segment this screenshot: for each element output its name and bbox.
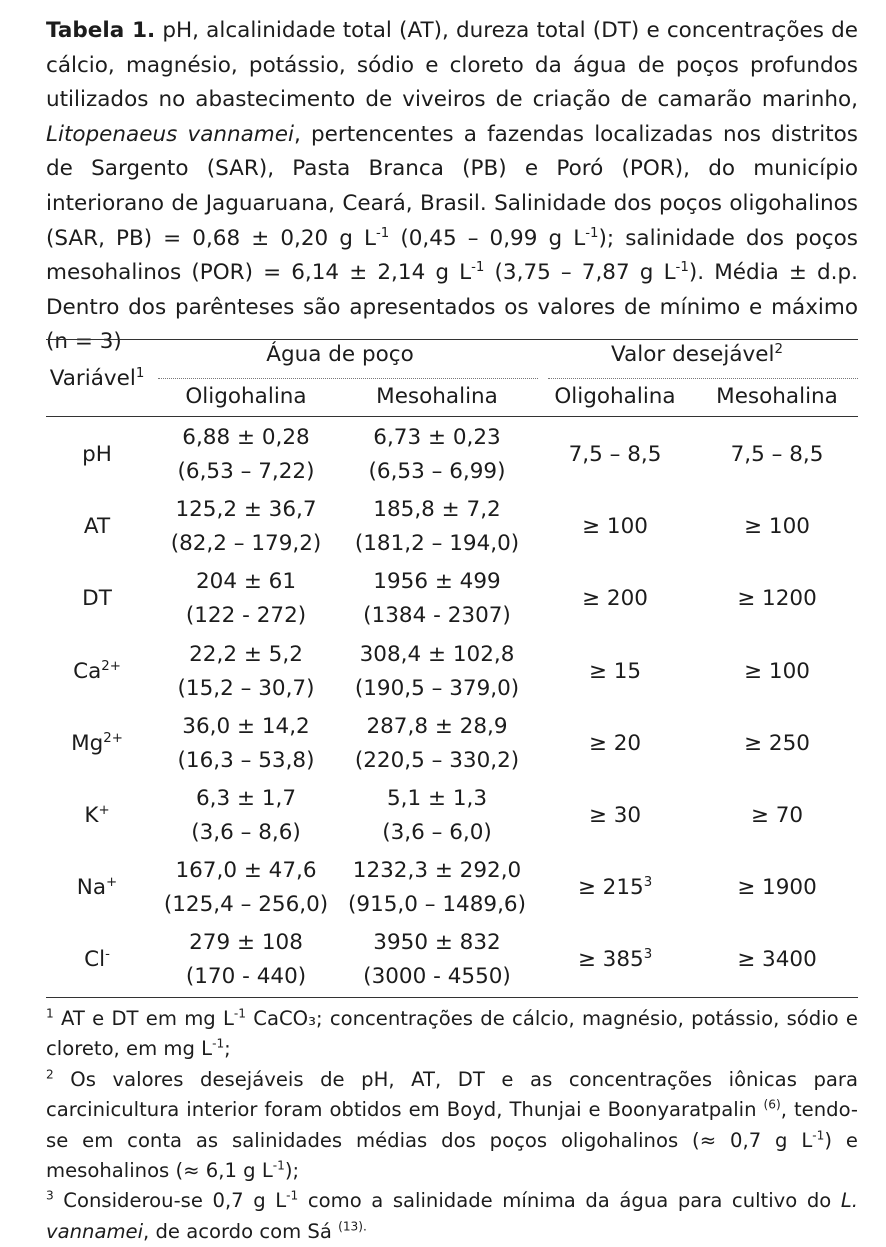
- cell-meso-mean-text: 6,73 ± 0,23: [373, 425, 501, 450]
- cell-oligo-range-text: (122 - 272): [185, 603, 307, 629]
- cell-desired-oligo: [578, 875, 652, 900]
- cell-desired-oligo: [578, 947, 652, 972]
- cell-desired-meso-text: ≥ 1200: [737, 586, 817, 612]
- cell-meso-mean: [353, 858, 521, 883]
- header-group-desired-text: Valor desejável: [611, 342, 775, 367]
- cell-oligo-mean-text: 6,3 ± 1,7: [195, 786, 297, 811]
- cell-oligo-mean: [182, 425, 309, 450]
- cell-meso-range-text: (3,6 – 6,0): [382, 820, 492, 845]
- table-bottom-rule: [46, 997, 858, 998]
- footnote-2-sup-2: -1: [272, 1158, 285, 1173]
- footnote-2-text-c: ) e mesohalinos (≈ 6,1 g L: [46, 1128, 858, 1183]
- caption-sup-4: -1: [675, 260, 689, 275]
- footnote-1-mark: 1: [46, 1006, 54, 1021]
- table-row-variable-sup: +: [98, 802, 110, 818]
- table-row-variable-text: DT: [82, 586, 112, 612]
- caption-label: Tabela 1.: [46, 18, 156, 43]
- cell-oligo-range: [186, 603, 306, 628]
- table-row-variable: [71, 731, 123, 756]
- cell-desired-oligo-text: ≥ 20: [588, 730, 642, 756]
- header-variable-text: Variável: [49, 366, 136, 391]
- table-row-variable-sup: +: [106, 875, 118, 891]
- cell-meso-mean-text: 1956 ± 499: [373, 569, 501, 595]
- cell-oligo-range-text: (15,2 – 30,7): [177, 675, 315, 701]
- cell-oligo-range-text: (3,6 – 8,6): [191, 820, 301, 845]
- header-variable: [50, 366, 145, 391]
- cell-meso-mean: [360, 642, 515, 667]
- cell-oligo-range-text: (125,4 – 256,0): [163, 892, 329, 918]
- caption-text-6: ). Média ± d.p. Dentro dos parênteses são apresentados os valores de mínimo e máximo (n = 3): [46, 260, 858, 355]
- caption-text-2: , pertencentes a fazendas localizadas nos distritos de Sargento (SAR), Pasta Branca (PB) e Poró (POR), do município interiorano de Jaguaruana, Ceará, Brasil. Salinidade dos poços oligohalinos (SAR, PB) = 0,68 ± 0,20 g L: [46, 121, 859, 251]
- table-row-variable-text: AT: [83, 514, 111, 540]
- cell-desired-oligo-text: 7,5 – 8,5: [568, 442, 662, 467]
- table-row-variable: [84, 803, 109, 828]
- cell-oligo-range-text: (6,53 – 7,22): [177, 459, 315, 484]
- cell-oligo-range-text: (170 - 440): [185, 964, 307, 990]
- table-row-variable: [77, 875, 117, 900]
- group-divider-water: [158, 378, 538, 379]
- cell-desired-oligo: [582, 586, 648, 611]
- table-row-variable: [84, 514, 110, 539]
- footnote-1-text-a: AT e DT em mg L: [53, 1007, 234, 1030]
- caption-sup-3: -1: [471, 260, 485, 275]
- cell-meso-range-text: (3000 - 4550): [363, 964, 511, 990]
- cell-oligo-range-text: (16,3 – 53,8): [177, 747, 315, 773]
- cell-desired-meso: [731, 442, 824, 467]
- footnote-1-text-c: ;: [224, 1037, 231, 1061]
- cell-meso-mean-text: 308,4 ± 102,8: [359, 641, 515, 667]
- footnote-3-mark: 3: [46, 1188, 54, 1203]
- cell-meso-mean: [373, 930, 500, 955]
- cell-meso-range: [369, 459, 506, 484]
- cell-meso-range-text: (220,5 – 330,2): [354, 747, 520, 773]
- caption-text-3: (0,45 – 0,99 g L: [389, 225, 586, 251]
- cell-meso-range: [355, 748, 519, 773]
- table-footnotes: [46, 1004, 858, 1247]
- table-row-variable-sup: 2+: [103, 730, 123, 746]
- table-row-variable-sup: 2+: [101, 658, 121, 674]
- table-row-variable-text: Ca: [73, 658, 102, 684]
- cell-meso-mean: [373, 425, 500, 450]
- cell-desired-meso: [744, 731, 810, 756]
- cell-oligo-mean: [175, 858, 316, 883]
- footnote-1-sup-2: -1: [212, 1036, 225, 1051]
- cell-meso-mean-text: 3950 ± 832: [373, 930, 501, 956]
- caption-text-1: pH, alcalinidade total (AT), dureza total (DT) e concentrações de cálcio, magnésio, potássio, sódio e cloreto da água de poços profundos utilizados no abastecimento de viveiros de criação de camarão marinho,: [46, 18, 858, 113]
- caption-sup-2: -1: [585, 225, 599, 241]
- table-row-variable-text: pH: [82, 442, 112, 467]
- footnote-3-text-b: como a salinidade mínima da água para cultivo do: [298, 1189, 841, 1213]
- header-col-oligo-water: Oligohalina: [185, 384, 307, 409]
- footnote-2-text-b: , tendo-se em conta as salinidades médias dos poços oligohalinos (≈ 0,7 g L: [46, 1098, 858, 1152]
- cell-desired-meso: [737, 586, 817, 611]
- cell-meso-range-text: (190,5 – 379,0): [354, 675, 520, 701]
- cell-desired-oligo: [589, 803, 641, 828]
- cell-meso-mean-text: 5,1 ± 1,3: [386, 786, 488, 811]
- cell-meso-mean-text: 1232,3 ± 292,0: [352, 858, 522, 884]
- cell-desired-oligo-sup: 3: [643, 875, 653, 891]
- cell-oligo-range: [178, 676, 315, 701]
- footnote-3-species: L. vannamei: [46, 1189, 858, 1243]
- cell-desired-oligo-sup: 3: [643, 947, 653, 963]
- cell-meso-range: [382, 820, 492, 845]
- cell-meso-mean: [366, 714, 507, 739]
- footnote-1-text-b: CaCO₃; concentrações de cálcio, magnésio, potássio, sódio e cloreto, em mg L: [46, 1007, 858, 1061]
- cell-desired-oligo-text: ≥ 15: [588, 658, 642, 684]
- cell-oligo-range: [171, 531, 322, 556]
- footnote-2: [46, 1065, 858, 1187]
- cell-meso-mean: [373, 569, 500, 594]
- footnote-2-ref: (6): [763, 1097, 781, 1112]
- group-divider-desired: [548, 378, 858, 379]
- footnote-3-sup: -1: [286, 1188, 299, 1203]
- header-col-meso-water: Mesohalina: [376, 384, 498, 409]
- table-header-rule: [46, 416, 858, 417]
- table-caption-block: [46, 14, 858, 360]
- cell-oligo-mean-text: 204 ± 61: [195, 569, 297, 595]
- cell-oligo-range: [186, 964, 306, 989]
- table-caption: [46, 14, 858, 360]
- header-group-water: Água de poço: [266, 342, 414, 367]
- cell-oligo-mean-text: 125,2 ± 36,7: [175, 497, 317, 523]
- cell-meso-range-text: (6,53 – 6,99): [368, 459, 506, 484]
- table-row-variable: [82, 586, 112, 611]
- header-group-desired: [611, 342, 783, 367]
- cell-desired-oligo-text: ≥ 30: [588, 803, 642, 828]
- table-row-variable-sup: -: [105, 947, 110, 963]
- caption-sup-1: -1: [375, 225, 390, 241]
- cell-desired-meso-text: ≥ 250: [744, 730, 810, 756]
- table-row-variable-text: Na: [76, 875, 107, 901]
- footnote-1: [46, 1004, 858, 1065]
- caption-text-4: ); salinidade dos poços mesohalinos (POR) = 6,14 ± 2,14 g L: [46, 225, 858, 286]
- cell-meso-range: [363, 603, 511, 628]
- footnote-2-sup-1: -1: [812, 1128, 825, 1143]
- header-col-meso-desired: Mesohalina: [716, 384, 838, 409]
- cell-meso-range: [363, 964, 511, 989]
- cell-desired-oligo-text: ≥ 100: [582, 514, 648, 540]
- cell-desired-meso-text: 7,5 – 8,5: [730, 442, 824, 467]
- cell-desired-oligo: [569, 442, 662, 467]
- footnote-2-mark: 2: [46, 1067, 54, 1082]
- cell-meso-range: [348, 892, 526, 917]
- cell-oligo-mean-text: 279 ± 108: [189, 930, 303, 956]
- cell-desired-oligo-text: ≥ 385: [577, 947, 644, 973]
- cell-oligo-mean-text: 167,0 ± 47,6: [175, 858, 317, 884]
- cell-desired-meso: [737, 875, 817, 900]
- cell-oligo-mean: [182, 714, 309, 739]
- cell-oligo-mean: [175, 497, 316, 522]
- caption-text-5: (3,75 – 7,87 g L: [484, 260, 676, 286]
- cell-oligo-mean: [196, 569, 296, 594]
- cell-desired-meso: [737, 947, 817, 972]
- cell-desired-meso-text: ≥ 1900: [737, 875, 817, 901]
- cell-oligo-range: [191, 820, 301, 845]
- cell-oligo-mean-text: 6,88 ± 0,28: [182, 425, 310, 450]
- footnote-2-text-a: Os valores desejáveis de pH, AT, DT e as concentrações iônicas para carcinicultura interior foram obtidos em Boyd, Thunjai e Boonyaratpalin: [46, 1067, 858, 1122]
- cell-meso-range-text: (1384 - 2307): [363, 603, 511, 629]
- footnote-3: [46, 1186, 858, 1247]
- cell-desired-meso: [751, 803, 803, 828]
- cell-desired-oligo: [582, 514, 648, 539]
- cell-desired-meso-text: ≥ 70: [750, 803, 804, 828]
- cell-desired-meso: [744, 659, 810, 684]
- cell-meso-range: [355, 676, 519, 701]
- cell-meso-mean: [373, 497, 500, 522]
- cell-oligo-mean: [196, 786, 296, 811]
- cell-desired-meso: [744, 514, 810, 539]
- table-row-variable: [73, 659, 121, 684]
- footnote-3-ref: (13).: [338, 1219, 367, 1234]
- cell-oligo-range-text: (82,2 – 179,2): [170, 531, 322, 557]
- caption-species: Litopenaeus vannamei: [46, 121, 294, 147]
- table-top-rule: [46, 339, 858, 340]
- cell-oligo-range: [164, 892, 328, 917]
- header-col-oligo-desired: Oligohalina: [554, 384, 676, 409]
- cell-oligo-range: [178, 459, 315, 484]
- table-row-variable: [84, 947, 110, 972]
- header-group-desired-sup: 2: [774, 341, 783, 357]
- cell-meso-range-text: (181,2 – 194,0): [354, 531, 520, 557]
- header-variable-sup: 1: [135, 365, 145, 381]
- cell-meso-mean-text: 287,8 ± 28,9: [366, 713, 508, 739]
- cell-desired-oligo: [589, 731, 641, 756]
- cell-desired-oligo-text: ≥ 200: [582, 586, 648, 612]
- cell-meso-range: [355, 531, 519, 556]
- footnote-1-sup-1: -1: [233, 1006, 247, 1021]
- footnote-2-text-d: );: [284, 1159, 300, 1183]
- cell-desired-meso-text: ≥ 100: [744, 658, 810, 684]
- footnote-3-text-c: , de acordo com Sá: [143, 1219, 339, 1243]
- cell-meso-range-text: (915,0 – 1489,6): [348, 892, 526, 918]
- cell-oligo-mean-text: 22,2 ± 5,2: [189, 641, 303, 667]
- cell-oligo-range: [178, 748, 315, 773]
- cell-desired-meso-text: ≥ 100: [744, 514, 810, 540]
- cell-oligo-mean: [189, 642, 303, 667]
- table-row-variable-text: Cl: [84, 947, 106, 973]
- footnote-3-text-a: Considerou-se 0,7 g L: [53, 1189, 287, 1213]
- cell-desired-meso-text: ≥ 3400: [737, 947, 817, 973]
- cell-meso-mean-text: 185,8 ± 7,2: [373, 497, 501, 523]
- cell-oligo-mean: [189, 930, 303, 955]
- table-row-variable: [82, 442, 112, 467]
- cell-desired-oligo-text: ≥ 215: [577, 875, 644, 901]
- cell-oligo-mean-text: 36,0 ± 14,2: [182, 713, 310, 739]
- table-row-variable-text: Mg: [71, 730, 104, 756]
- cell-meso-mean: [387, 786, 487, 811]
- cell-desired-oligo: [589, 659, 641, 684]
- table-row-variable-text: K: [84, 803, 99, 828]
